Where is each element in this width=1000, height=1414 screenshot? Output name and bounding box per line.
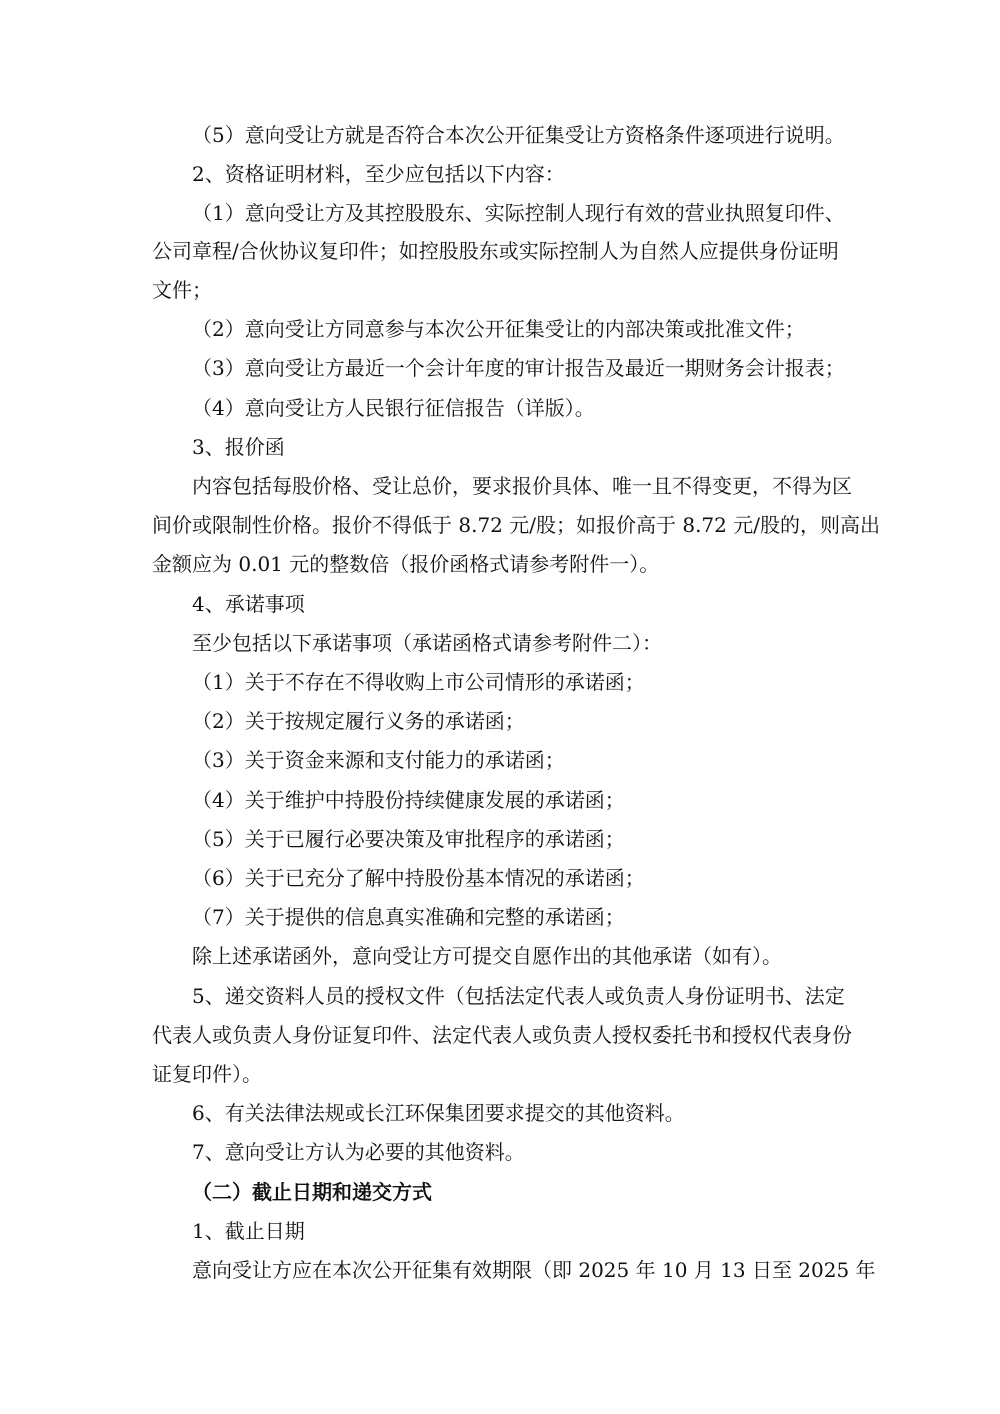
paragraph-line: （2）意向受让方同意参与本次公开征集受让的内部决策或批准文件； [192,317,805,341]
list-item: （1）关于不存在不得收购上市公司情形的承诺函； [192,670,645,694]
list-item: （5）关于已履行必要决策及审批程序的承诺函； [192,827,625,851]
list-item: （4）关于维护中持股份持续健康发展的承诺函； [192,788,625,812]
paragraph-line: （5）意向受让方就是否符合本次公开征集受让方资格条件逐项进行说明。 [192,123,845,147]
paragraph-line: 除上述承诺函外，意向受让方可提交自愿作出的其他承诺（如有）。 [192,944,782,968]
paragraph-line: 证复印件）。 [152,1062,262,1086]
paragraph-line: （3）意向受让方最近一个会计年度的审计报告及最近一期财务会计报表； [192,356,845,380]
paragraph-line: 内容包括每股价格、受让总价，要求报价具体、唯一且不得变更，不得为区 [192,474,852,498]
paragraph-line: （4）意向受让方人民银行征信报告（详版）。 [192,396,595,420]
paragraph-line: 7、意向受让方认为必要的其他资料。 [192,1140,525,1164]
section-heading: 4、承诺事项 [192,592,305,616]
section-heading: 3、报价函 [192,435,285,459]
list-item: （3）关于资金来源和支付能力的承诺函； [192,748,565,772]
paragraph-line: 金额应为 0.01 元的整数倍（报价函格式请参考附件一）。 [152,552,660,576]
paragraph-line: 至少包括以下承诺事项（承诺函格式请参考附件二）： [192,631,662,655]
paragraph-line: 文件； [152,278,212,302]
list-item: （7）关于提供的信息真实准确和完整的承诺函； [192,905,625,929]
paragraph-line: 公司章程/合伙协议复印件；如控股股东或实际控制人为自然人应提供身份证明 [152,239,839,263]
paragraph-line: 2、资格证明材料，至少应包括以下内容： [192,162,565,186]
paragraph-line: 6、有关法律法规或长江环保集团要求提交的其他资料。 [192,1101,685,1125]
subsection-heading: （二）截止日期和递交方式 [192,1180,432,1204]
list-item: （2）关于按规定履行义务的承诺函； [192,709,525,733]
paragraph-line: 代表人或负责人身份证复印件、法定代表人或负责人授权委托书和授权代表身份 [152,1023,852,1047]
section-heading: 1、截止日期 [192,1219,305,1243]
list-item: （6）关于已充分了解中持股份基本情况的承诺函； [192,866,645,890]
paragraph-line: 间价或限制性价格。报价不得低于 8.72 元/股；如报价高于 8.72 元/股的，则高出 [152,513,880,537]
paragraph-line: 意向受让方应在本次公开征集有效期限（即 2025 年 10 月 13 日至 2025 年 [192,1258,876,1282]
paragraph-line: （1）意向受让方及其控股股东、实际控制人现行有效的营业执照复印件、 [192,201,845,225]
paragraph-line: 5、递交资料人员的授权文件（包括法定代表人或负责人身份证明书、法定 [192,984,845,1008]
